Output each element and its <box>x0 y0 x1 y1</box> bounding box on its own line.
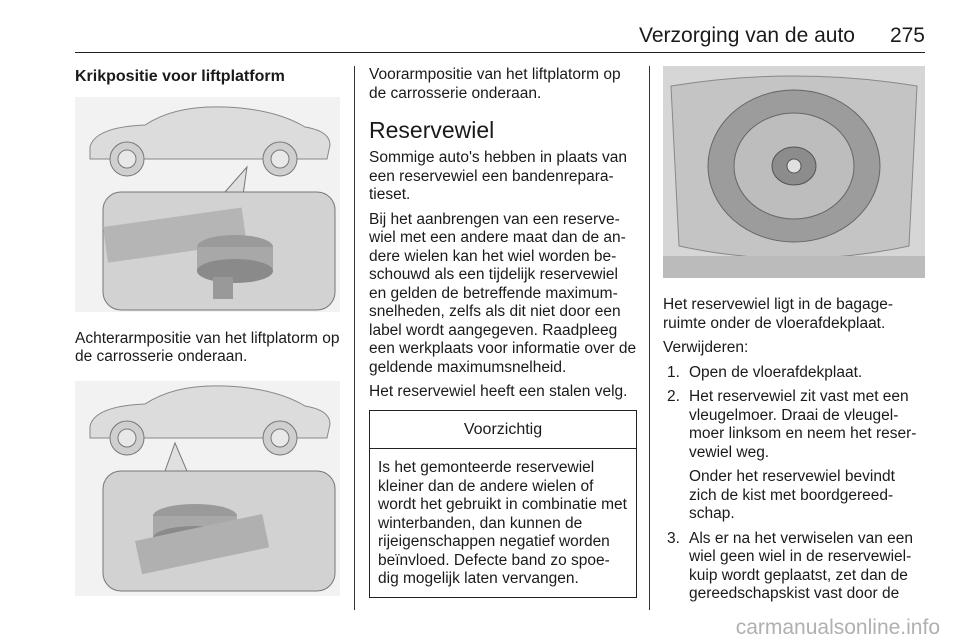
column-3 <box>663 66 925 610</box>
step-text: Open de vloerafdekplaat. <box>689 363 863 381</box>
step-number: 3. <box>667 529 680 547</box>
front-arm-illustration <box>75 381 340 596</box>
section-heading-jack-position: Krikpositie voor liftplatform <box>75 68 285 85</box>
page-number: 275 <box>889 24 925 47</box>
step-text: Als er na het verwiselen van een wiel geen wiel in de reservewiel-kuip wordt geplaatst, zet dan de gereedschapskist vast door de <box>689 529 914 602</box>
column-divider-1 <box>354 66 355 610</box>
caution-title: Voorzichtig <box>370 411 636 450</box>
header-title: Verzorging van de auto <box>639 24 855 47</box>
step-number: 1. <box>667 363 680 381</box>
list-item <box>663 364 925 383</box>
list-item <box>663 530 925 604</box>
column-1 <box>75 66 340 596</box>
rear-arm-caption: Achterarmpositie van het liftplatorm op de carrosserie onderaan. <box>75 329 340 365</box>
rear-arm-illustration <box>75 97 340 312</box>
watermark: carmanualsonline.info <box>735 616 940 639</box>
paragraph-temporary-spare: Bij het aanbrengen van een reserve-wiel met een andere maat dan de an-dere wielen kan het wiel worden be-schouwd als een tijdelijk reservewiel en gelden de betreffende maximum-snelheden, zelfs als dit niet door een label wordt aangegeven. Raadpleeg een werkplaats voor informatie over de geldende maximumsnelheid. <box>369 210 637 376</box>
spare-wheel-well-illustration <box>663 66 925 278</box>
caution-body: Is het gemonteerde reservewiel kleiner dan de andere wielen of wordt het gebruikt in combinatie met winterbanden, dan kunnen de rijeigenschappen negatief worden beïnvloed. Defecte band zo spoe-dig mogelijk laten vervangen. <box>378 459 627 587</box>
paragraph-spare-location: Het reservewiel ligt in de bagage-ruimte onder de vloerafdekplaat. <box>663 296 894 332</box>
section-title-spare-wheel: Reservewiel <box>369 117 495 143</box>
step-number: 2. <box>667 388 680 405</box>
paragraph-steel-rim: Het reservewiel heeft een stalen velg. <box>369 383 628 400</box>
column-divider-2 <box>649 66 650 610</box>
removal-steps <box>663 364 925 604</box>
step-text: Het reservewiel zit vast met een vleugelmoer. Draai de vleugel-moer linksom en neem het reser-vewiel weg. <box>689 388 917 461</box>
list-item <box>663 388 925 524</box>
paragraph-repair-kit: Sommige auto's hebben in plaats van een reservewiel een bandenrepara-tieset. <box>369 149 628 203</box>
front-arm-caption: Voorarmpositie van het liftplatorm op de carrosserie onderaan. <box>369 66 621 102</box>
step-subtext: Onder het reservewiel bevindt zich de kist met boordgereed-schap. <box>689 468 895 522</box>
column-2 <box>369 66 637 598</box>
page-header <box>75 20 925 53</box>
caution-box <box>369 410 637 598</box>
paragraph-remove-label: Verwijderen: <box>663 339 749 356</box>
